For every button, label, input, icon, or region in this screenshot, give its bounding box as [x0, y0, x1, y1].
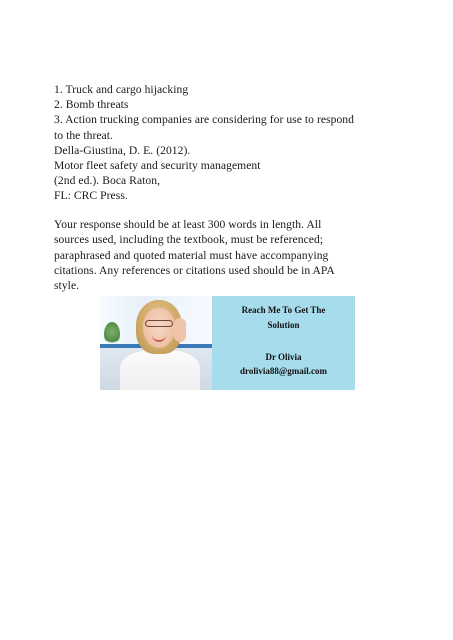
plant [104, 322, 120, 346]
woman-photo [100, 296, 212, 390]
instructions-line-2: sources used, including the textbook, must be referenced; [54, 233, 324, 247]
blouse [120, 350, 200, 390]
list-item-2: 2. Bomb threats [54, 98, 129, 112]
reference-edition: (2nd ed.). Boca Raton, [54, 174, 161, 188]
instructions-line-4: citations. Any references or citations used should be in APA [54, 263, 335, 277]
reference-title: Motor fleet safety and security management [54, 159, 261, 173]
contact-email-link[interactable]: drolivia88@gmail.com [240, 366, 327, 376]
contact-name: Dr Olivia [265, 352, 302, 362]
instructions-line-3: paraphrased and quoted material must have accompanying [54, 248, 329, 262]
instructions-line-1: Your response should be at least 300 words in length. All [54, 218, 322, 232]
list-item-3-continued: to the threat. [54, 128, 113, 142]
list-item-1: 1. Truck and cargo hijacking [54, 83, 189, 96]
reference-author: Della-Giustina, D. E. (2012). [54, 143, 191, 157]
reference-publisher: FL: CRC Press. [54, 189, 128, 203]
promo-banner[interactable] [100, 296, 355, 390]
document-text [54, 82, 404, 293]
paragraph-spacer [54, 204, 404, 218]
promo-headline: Reach Me To Get The [241, 305, 326, 315]
contact-card[interactable] [212, 296, 355, 390]
instructions-line-5: style. [54, 278, 80, 292]
face [143, 308, 175, 348]
glasses-icon [145, 320, 173, 327]
list-item-3: 3. Action trucking companies are considering for use to respond [54, 113, 355, 127]
promo-headline-2: Solution [267, 320, 300, 330]
hand [174, 318, 186, 342]
